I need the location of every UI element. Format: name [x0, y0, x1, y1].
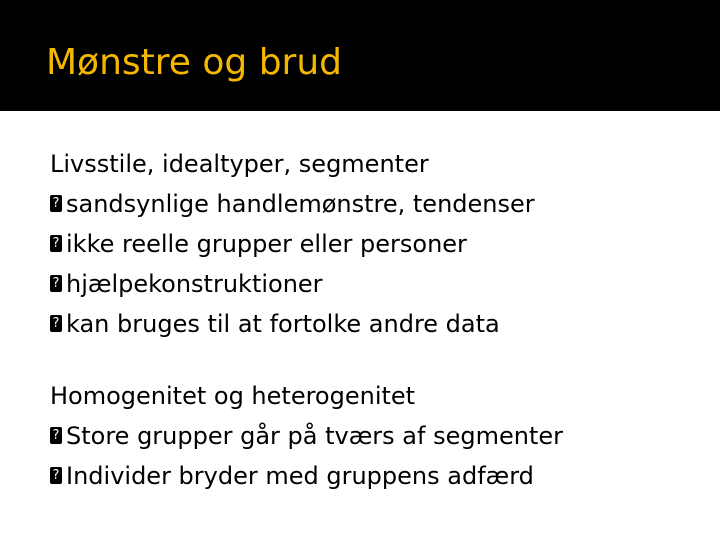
bullet-item: [50, 416, 710, 456]
bullet-item: [50, 304, 710, 344]
missing-glyph-icon: ?: [50, 195, 62, 212]
missing-glyph-icon: ?: [50, 427, 62, 444]
bullet-text: hjælpekonstruktioner: [66, 270, 323, 298]
bullet-item: [50, 456, 710, 496]
missing-glyph-icon: ?: [50, 315, 62, 332]
title-bar: [0, 0, 720, 111]
bullet-text: Store grupper går på tværs af segmenter: [66, 422, 563, 450]
bullet-text: Individer bryder med gruppens adfærd: [66, 462, 534, 490]
section-heading-1: Livsstile, idealtyper, segmenter: [50, 150, 429, 178]
missing-glyph-icon: ?: [50, 275, 62, 292]
bullet-text: sandsynlige handlemønstre, tendenser: [66, 190, 535, 218]
section-spacer: [50, 344, 710, 376]
bullet-text: ikke reelle grupper eller personer: [66, 230, 467, 258]
bullet-item: [50, 224, 710, 264]
missing-glyph-icon: ?: [50, 467, 62, 484]
missing-glyph-icon: ?: [50, 235, 62, 252]
slide-body: [50, 144, 710, 496]
bullet-item: [50, 184, 710, 224]
slide-title: Mønstre og brud: [46, 42, 343, 83]
section-heading-2: Homogenitet og heterogenitet: [50, 382, 416, 410]
bullet-text: kan bruges til at fortolke andre data: [66, 310, 500, 338]
bullet-item: [50, 264, 710, 304]
